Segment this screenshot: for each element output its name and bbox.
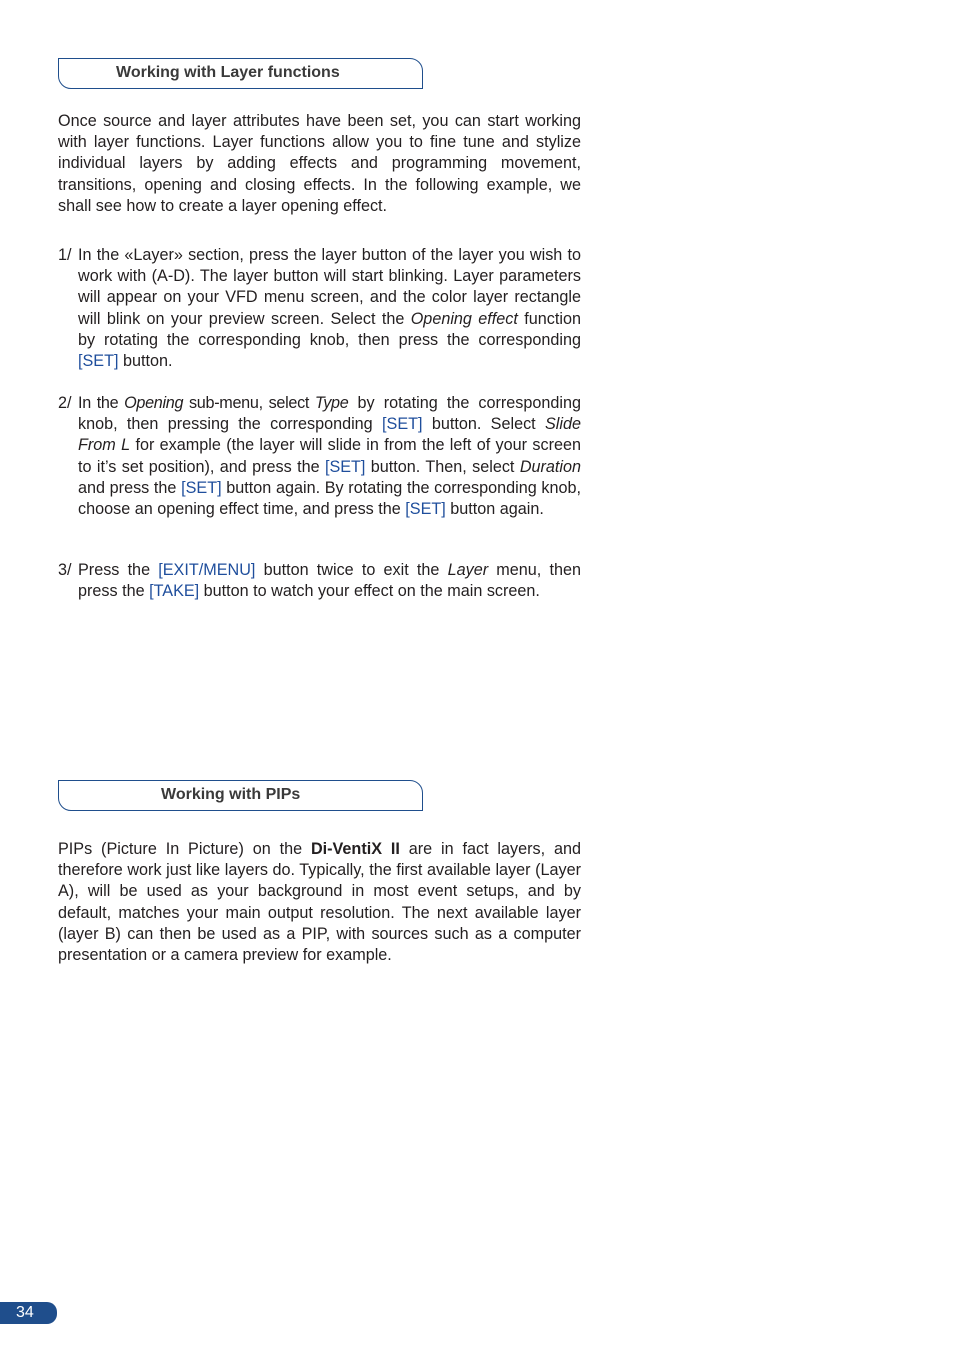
section-heading-text: Working with PIPs — [161, 786, 301, 803]
button-reference: [EXIT/MENU] — [158, 561, 256, 579]
tight-line — [78, 394, 348, 412]
page-number-tab — [0, 1302, 57, 1324]
step-number: 1/ — [58, 246, 72, 264]
text-run: In the «Layer» section, press the layer button of the layer you wish to work with (A-D). The layer button will start blinking. Layer parameters will appear on your VFD menu screen, and the color layer rectangle will blink on your preview screen. Select the — [78, 246, 581, 328]
button-reference: [SET] — [405, 500, 446, 519]
italic-run: Slide From L — [78, 415, 581, 455]
button-reference: [SET] — [78, 352, 119, 371]
button-reference: [SET] — [324, 457, 366, 476]
italic-run: Type — [314, 394, 349, 412]
text-run: button again. By rotating the corresponding knob, choose an opening effect time, and press the — [78, 478, 581, 519]
step-text — [78, 560, 581, 602]
step-text — [78, 393, 581, 520]
italic-run: Opening effect — [410, 309, 518, 328]
text-run: for example (the layer will slide in from the left of your screen to it’s set position), and press the — [78, 436, 581, 476]
italic-run: Layer — [447, 561, 489, 579]
step-2 — [58, 393, 581, 520]
step-1 — [58, 245, 581, 372]
pips-paragraph — [58, 839, 581, 966]
product-name: Di-VentiX II — [310, 840, 400, 858]
text-run: menu, then press the — [78, 561, 581, 601]
step-number: 3/ — [58, 561, 72, 579]
text-run: button twice to exit the — [255, 561, 448, 579]
italic-run: Opening — [124, 394, 184, 412]
button-reference: [SET] — [382, 415, 423, 434]
intro-paragraph: Once source and layer attributes have been set, you can start working with layer functions. Layer functions allow you to fine tune and stylize individual layers by adding effects and programming movement, transitions, opening and closing effects. In the following example, we shall see how to create a layer opening effect. — [58, 112, 581, 215]
text-run: function by rotating the corresponding knob, then press the corresponding — [78, 309, 581, 349]
step-number: 2/ — [58, 394, 72, 412]
step-3 — [58, 560, 581, 602]
text-run: Press the — [78, 561, 159, 579]
section-heading-pips — [58, 780, 423, 811]
italic-run: Duration — [519, 457, 581, 476]
text-run: button to watch your effect on the main screen. — [199, 582, 540, 601]
page-number: 34 — [16, 1304, 34, 1321]
text-run: button again. — [445, 500, 544, 519]
text-run: In the — [78, 394, 125, 412]
text-run: by rotating the corresponding knob, then pressing the corresponding — [78, 394, 582, 434]
text-run: sub-menu, select — [183, 394, 315, 412]
text-run: PIPs (Picture In Picture) on the — [58, 840, 311, 858]
text-run: are in fact layers, and therefore work just like layers do. Typically, the first available layer (Layer A), will be used as your background in most event setups, and by default, matches your main output resolution. The next available layer (layer B) can then be used as a PIP, with sources such as a computer presentation or a camera preview for example. — [58, 840, 581, 965]
text-run: button. Select — [422, 415, 545, 434]
button-reference: [TAKE] — [149, 582, 200, 601]
text-run: button. — [118, 352, 173, 371]
section-heading-text: Working with Layer functions — [116, 64, 340, 81]
section-heading-layer-functions — [58, 58, 423, 89]
button-reference: [SET] — [181, 478, 222, 497]
step-text — [78, 245, 581, 372]
text-run: button. Then, select — [365, 457, 520, 476]
text-run: and press the — [78, 478, 182, 497]
